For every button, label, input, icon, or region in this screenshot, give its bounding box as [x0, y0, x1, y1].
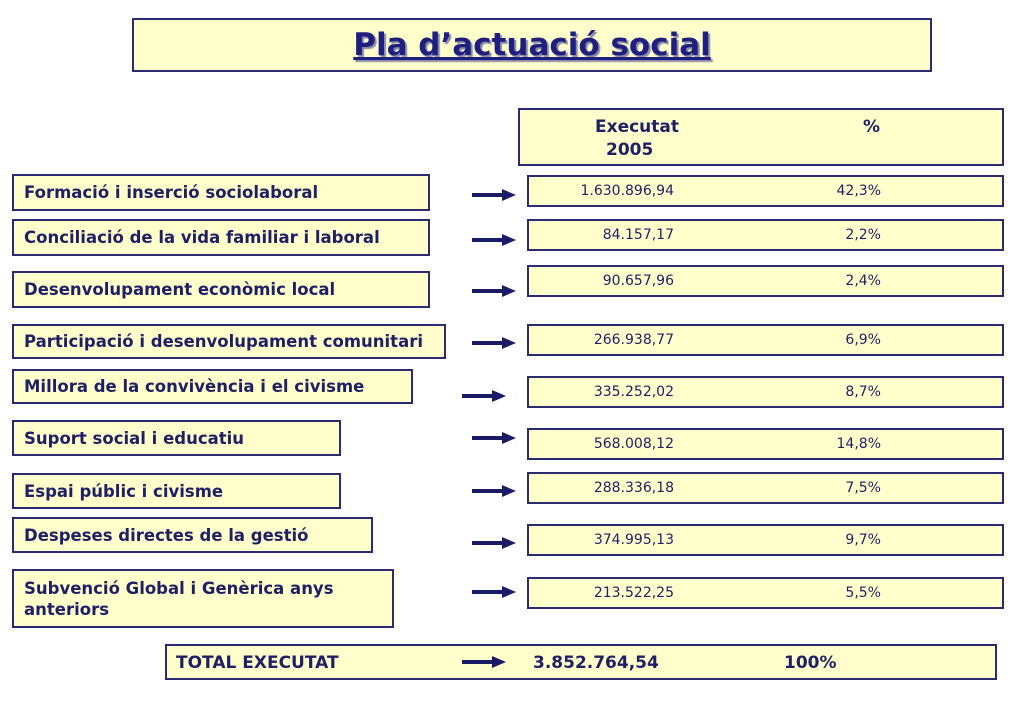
row-percent: 6,9% [845, 332, 881, 348]
row-percent: 2,4% [845, 273, 881, 289]
row-label: Desenvolupament econòmic local [12, 271, 430, 308]
row-value: 213.522,25 [593, 585, 674, 601]
row-value-box [527, 524, 1004, 556]
arrow-right-icon [472, 432, 516, 444]
row-label: Suport social i educatiu [12, 420, 341, 456]
row-label: Formació i inserció sociolaboral [12, 174, 430, 211]
row-value-box [527, 472, 1004, 504]
row-value: 335.252,02 [593, 384, 674, 400]
row-value: 84.157,17 [602, 227, 674, 243]
row-value: 288.336,18 [593, 480, 674, 496]
row-value: 374.995,13 [593, 532, 674, 548]
row-percent: 8,7% [845, 384, 881, 400]
row-percent: 7,5% [845, 480, 881, 496]
arrow-right-icon [472, 337, 516, 349]
row-value: 1.630.896,94 [580, 183, 674, 199]
row-percent: 5,5% [845, 585, 881, 601]
row-percent: 14,8% [836, 436, 881, 452]
row-label: Espai públic i civisme [12, 473, 341, 509]
row-label: Subvenció Global i Genèrica anys anteriors [12, 569, 394, 628]
row-percent: 2,2% [845, 227, 881, 243]
arrow-right-icon [462, 390, 506, 402]
row-label: Participació i desenvolupament comunitari [12, 324, 446, 359]
row-label: Conciliació de la vida familiar i laboral [12, 219, 430, 256]
total-row [165, 644, 997, 680]
row-value-box [527, 219, 1004, 251]
row-label: Millora de la convivència i el civisme [12, 369, 413, 404]
row-value: 568.008,12 [593, 436, 674, 452]
row-percent: 42,3% [836, 183, 881, 199]
row-value: 90.657,96 [602, 273, 674, 289]
column-header [518, 108, 1004, 166]
row-value-box [527, 175, 1004, 207]
page-title: Pla d’actuació social [132, 18, 932, 72]
row-value-box [527, 324, 1004, 356]
header-percent: % [863, 117, 881, 137]
total-percent: 100% [784, 653, 837, 673]
row-percent: 9,7% [845, 532, 881, 548]
row-value-box [527, 265, 1004, 297]
arrow-right-icon [472, 234, 516, 246]
header-executat: Executat [595, 117, 680, 137]
header-year: 2005 [606, 140, 654, 160]
arrow-right-icon [462, 656, 506, 668]
row-value-box [527, 428, 1004, 460]
row-label: Despeses directes de la gestió [12, 517, 373, 553]
arrow-right-icon [472, 285, 516, 297]
row-value-box [527, 376, 1004, 408]
arrow-right-icon [472, 537, 516, 549]
arrow-right-icon [472, 485, 516, 497]
total-label: TOTAL EXECUTAT [176, 653, 339, 673]
arrow-right-icon [472, 586, 516, 598]
row-value: 266.938,77 [593, 332, 674, 348]
arrow-right-icon [472, 189, 516, 201]
row-value-box [527, 577, 1004, 609]
total-value: 3.852.764,54 [533, 653, 659, 673]
